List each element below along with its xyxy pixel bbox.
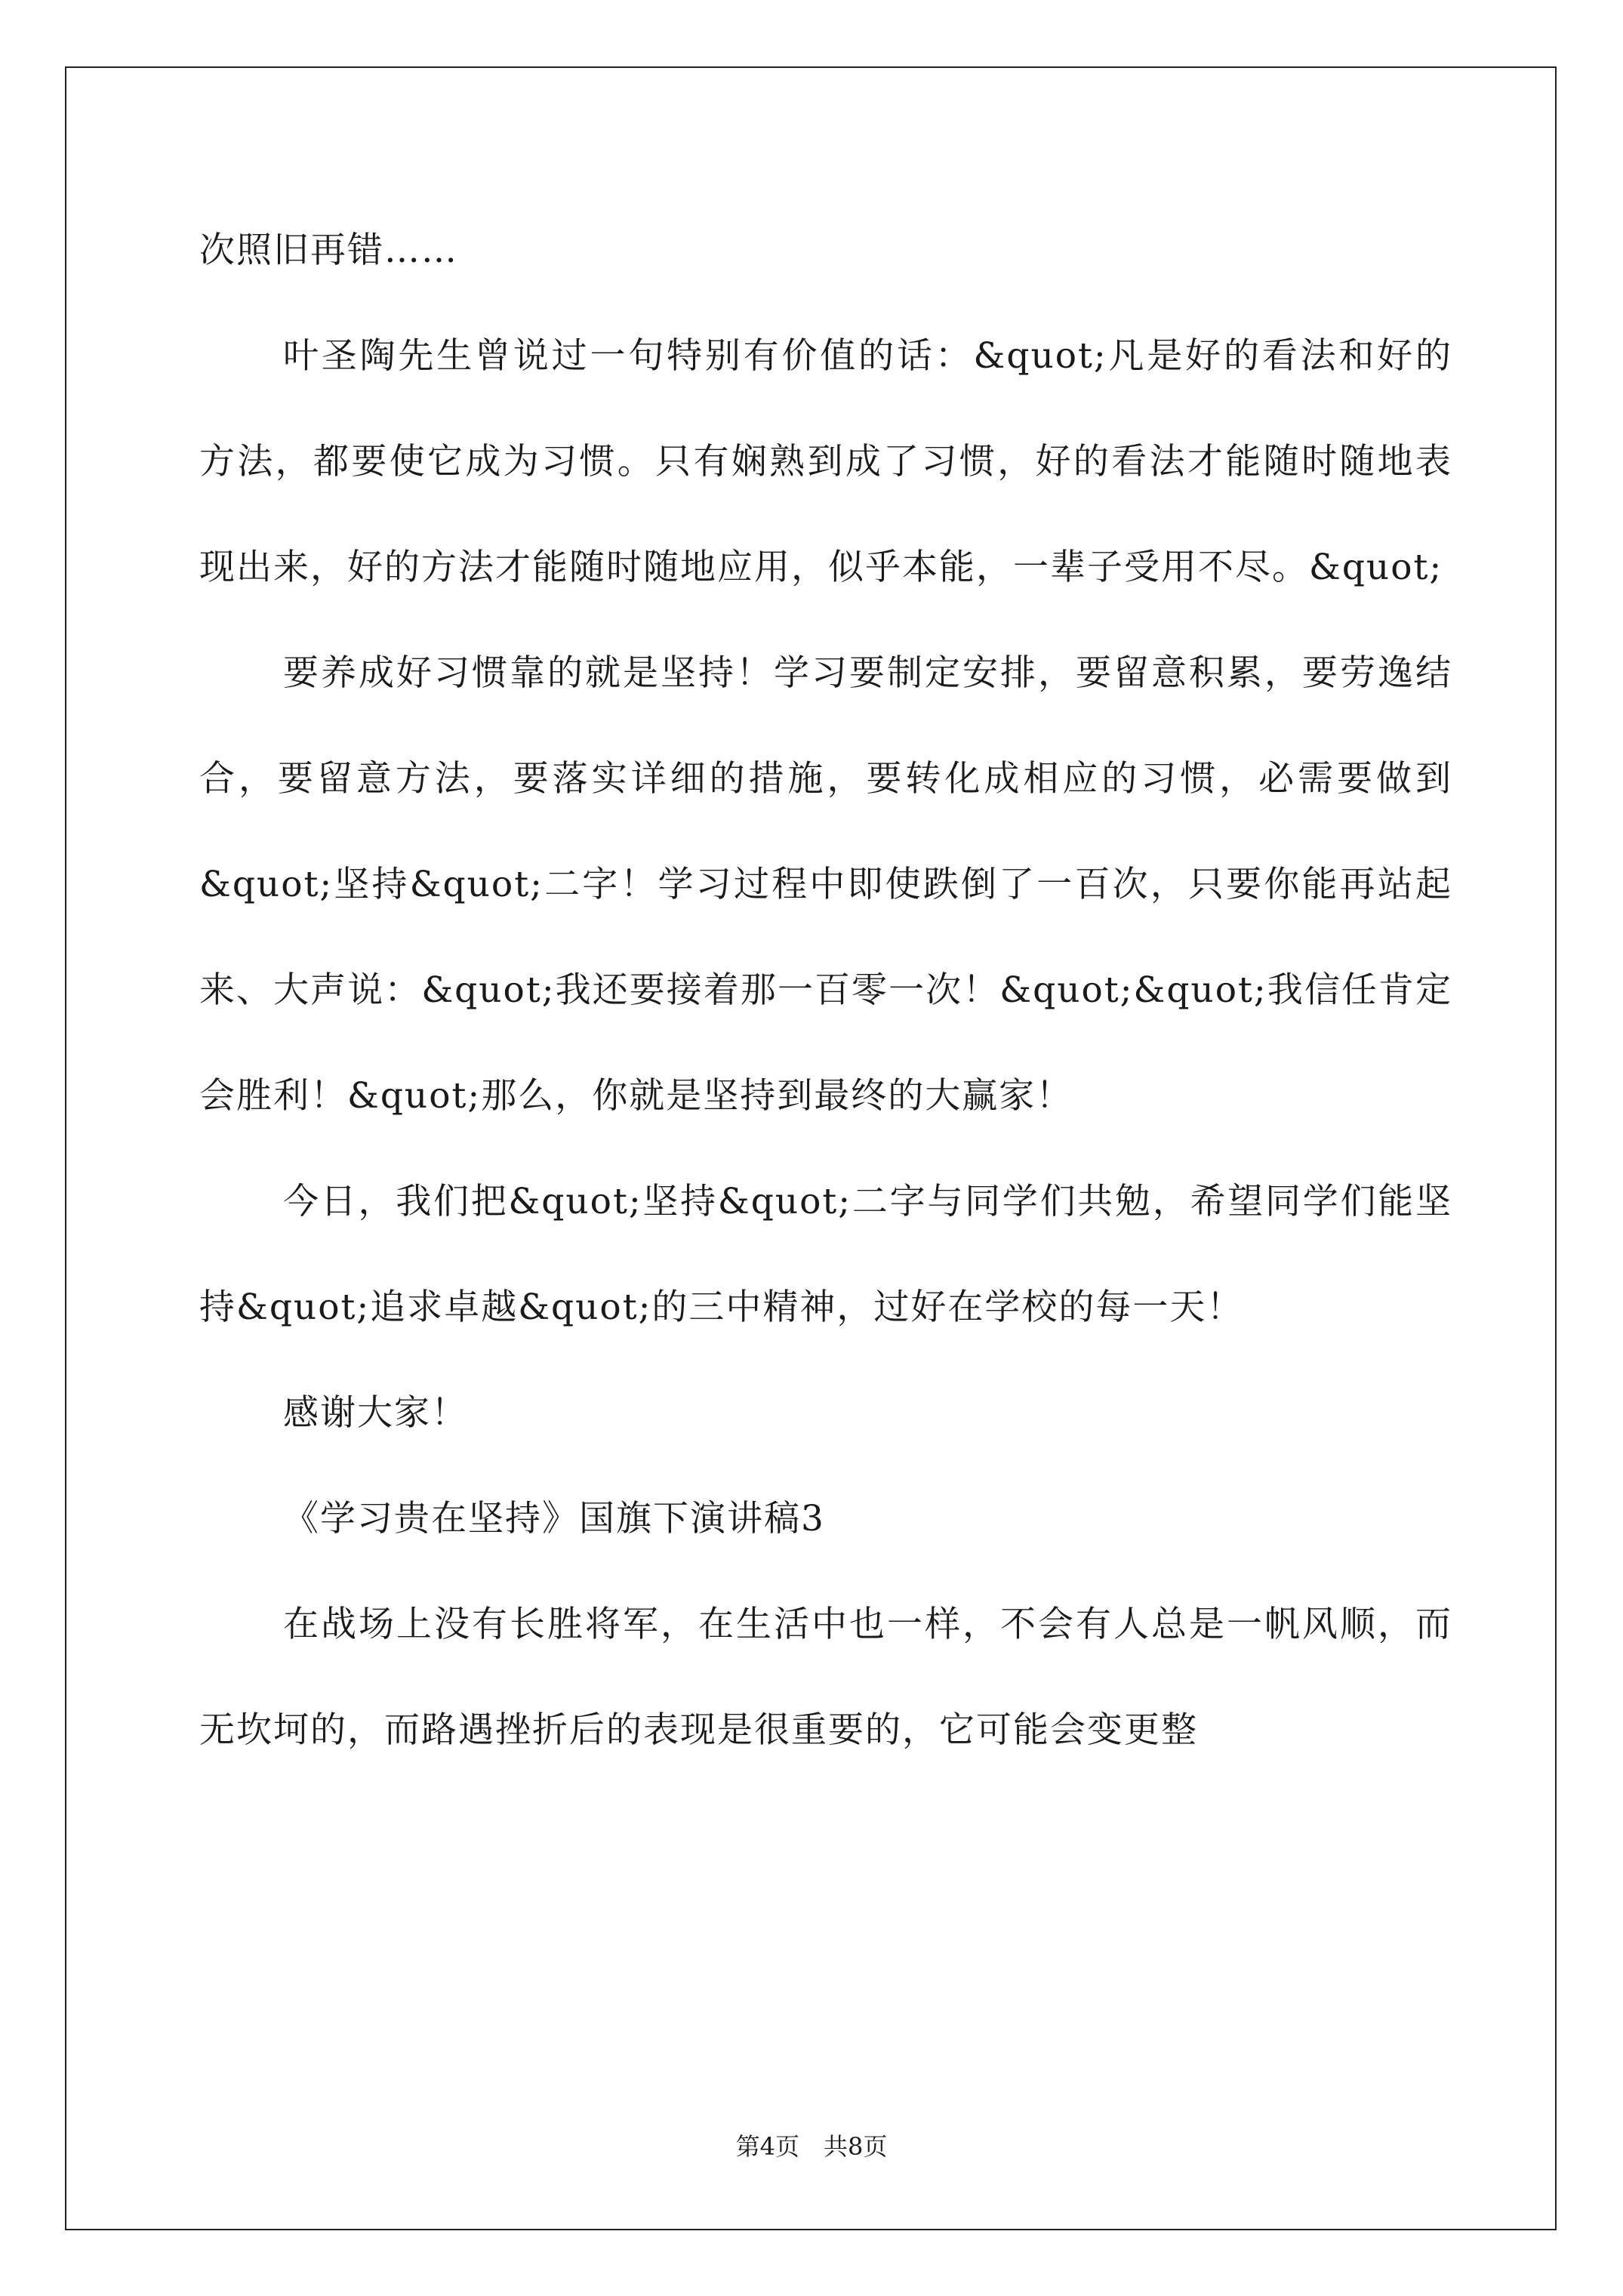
paragraph-6: 在战场上没有长胜将军，在生活中也一样，不会有人总是一帆风顺，而无坎坷的，而路遇挫折后的表现是很重要的，它可能会变更整 (199, 1604, 1452, 1751)
paragraph-3: 要养成好习惯靠的就是坚持！学习要制定安排，要留意积累，要劳逸结合，要留意方法，要落实详细的措施，要转化成相应的习惯，必需要做到&quot;坚持&quot;二字！学习过程中即使跌倒了一百次，只要你能再站起来、大声说：&quot;我还要接着那一百零一次！&quot;&quot;我信任肯定会胜利！&quot;那么，你就是坚持到最终的大赢家！ (199, 652, 1452, 1117)
paragraph-5: 感谢大家！ (283, 1392, 468, 1434)
paragraph-4: 今日，我们把&quot;坚持&quot;二字与同学们共勉，希望同学们能坚持&quot;追求卓越&quot;的三中精神，过好在学校的每一天！ (199, 1181, 1452, 1328)
page-footer: 第4页 共8页 (735, 2132, 888, 2161)
section-heading: 《学习贵在坚持》国旗下演讲稿3 (283, 1498, 825, 1539)
paragraph-1: 次照旧再错…… (199, 230, 458, 271)
paragraph-2: 叶圣陶先生曾说过一句特别有价值的话：&quot;凡是好的看法和好的方法，都要使它成为习惯。只有娴熟到成了习惯，好的看法才能随时随地表现出来，好的方法才能随时随地应用，似乎本能，一辈子受用不尽。&quot; (199, 335, 1452, 588)
document-body (199, 198, 1452, 1783)
